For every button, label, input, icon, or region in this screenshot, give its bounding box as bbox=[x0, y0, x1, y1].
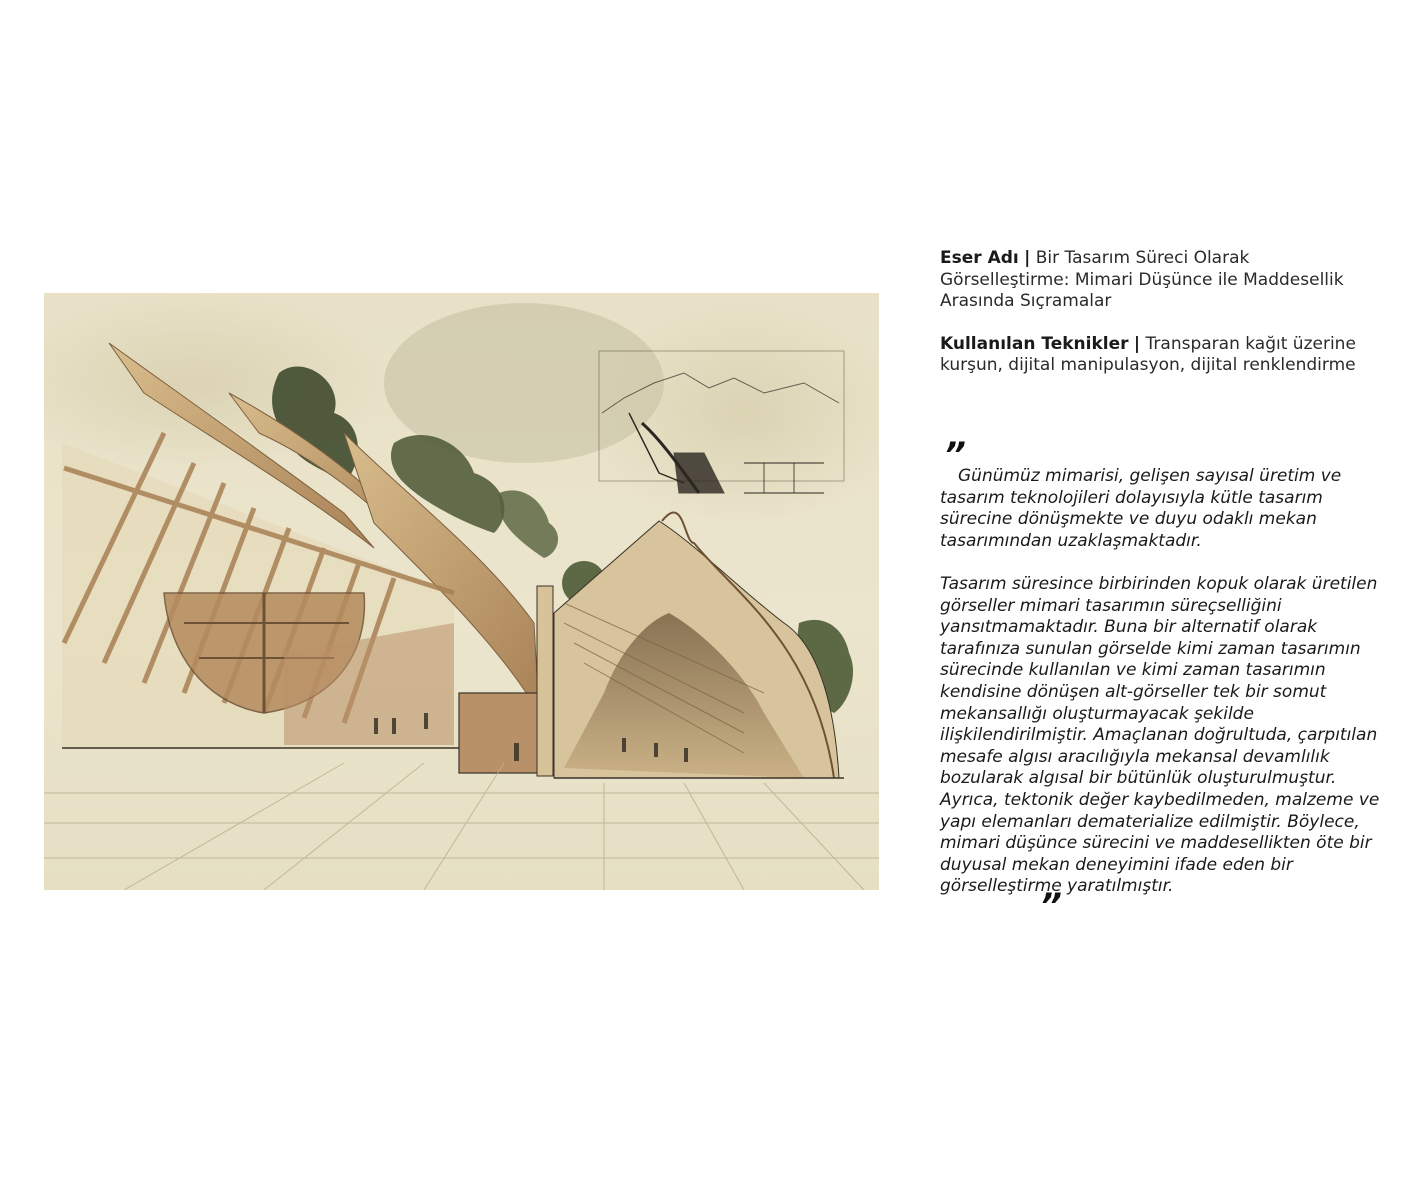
description-quote bbox=[940, 435, 1380, 926]
title-label: Eser Adı bbox=[940, 248, 1019, 268]
techniques-line bbox=[940, 334, 1380, 377]
title-line bbox=[940, 248, 1380, 313]
artwork-info bbox=[940, 248, 1380, 377]
close-quote-mark: ” bbox=[1040, 886, 1062, 926]
drawing-canvas bbox=[44, 293, 879, 890]
techniques-value: Transparan kağıt üzerine kurşun, dijital manipulasyon, dijital renklendirme bbox=[940, 333, 1356, 376]
quote-paragraph-2: Tasarım süresince birbirinden kopuk olarak üretilen görseller mimari tasarımın süreçselliğini yansıtmamaktadır. Buna bir alternatif olarak tarafınıza sunulan görselde kimi zaman tasarımın sürecinde kullanılan ve kimi zaman tasarımın kendisine dönüşen alt-görseller tek bir somut mekansallığı oluşturmayacak şekilde ilişkilendirilmiştir. Amaçlanan doğrultuda, çarpıtılan mesafe algısı aracılığıyla mekansal devamlılık bozularak algısal bir bütünlük oluşturulmuştur. Ayrıca, tektonik değer kaybedilmeden, malzeme ve yapı elemanları dematerialize edilmiştir. Böylece, mimari düşünce sürecini ve maddesellikten öte bir duyusal mekan deneyimini ifade eden bir görselleştirme yaratılmıştır. bbox=[940, 573, 1380, 897]
quote-paragraph-1 bbox=[940, 466, 1380, 552]
quote-paragraph-1-text: Günümüz mimarisi, gelişen sayısal üretim ve tasarım teknolojileri dolayısıyla kütle tasarım sürecine dönüşmekte ve duyu odaklı mekan tasarımından uzaklaşmaktadır. bbox=[940, 466, 1342, 551]
title-separator: | bbox=[1024, 248, 1031, 268]
techniques-separator: | bbox=[1133, 333, 1141, 354]
title-value: Bir Tasarım Süreci Olarak Görselleştirme: Mimari Düşünce ile Maddesellik Arasında Sıçramalar bbox=[940, 248, 1344, 312]
architectural-drawing bbox=[44, 293, 879, 890]
open-quote-mark: ” bbox=[944, 435, 966, 475]
techniques-label: Kullanılan Teknikler bbox=[940, 333, 1129, 354]
